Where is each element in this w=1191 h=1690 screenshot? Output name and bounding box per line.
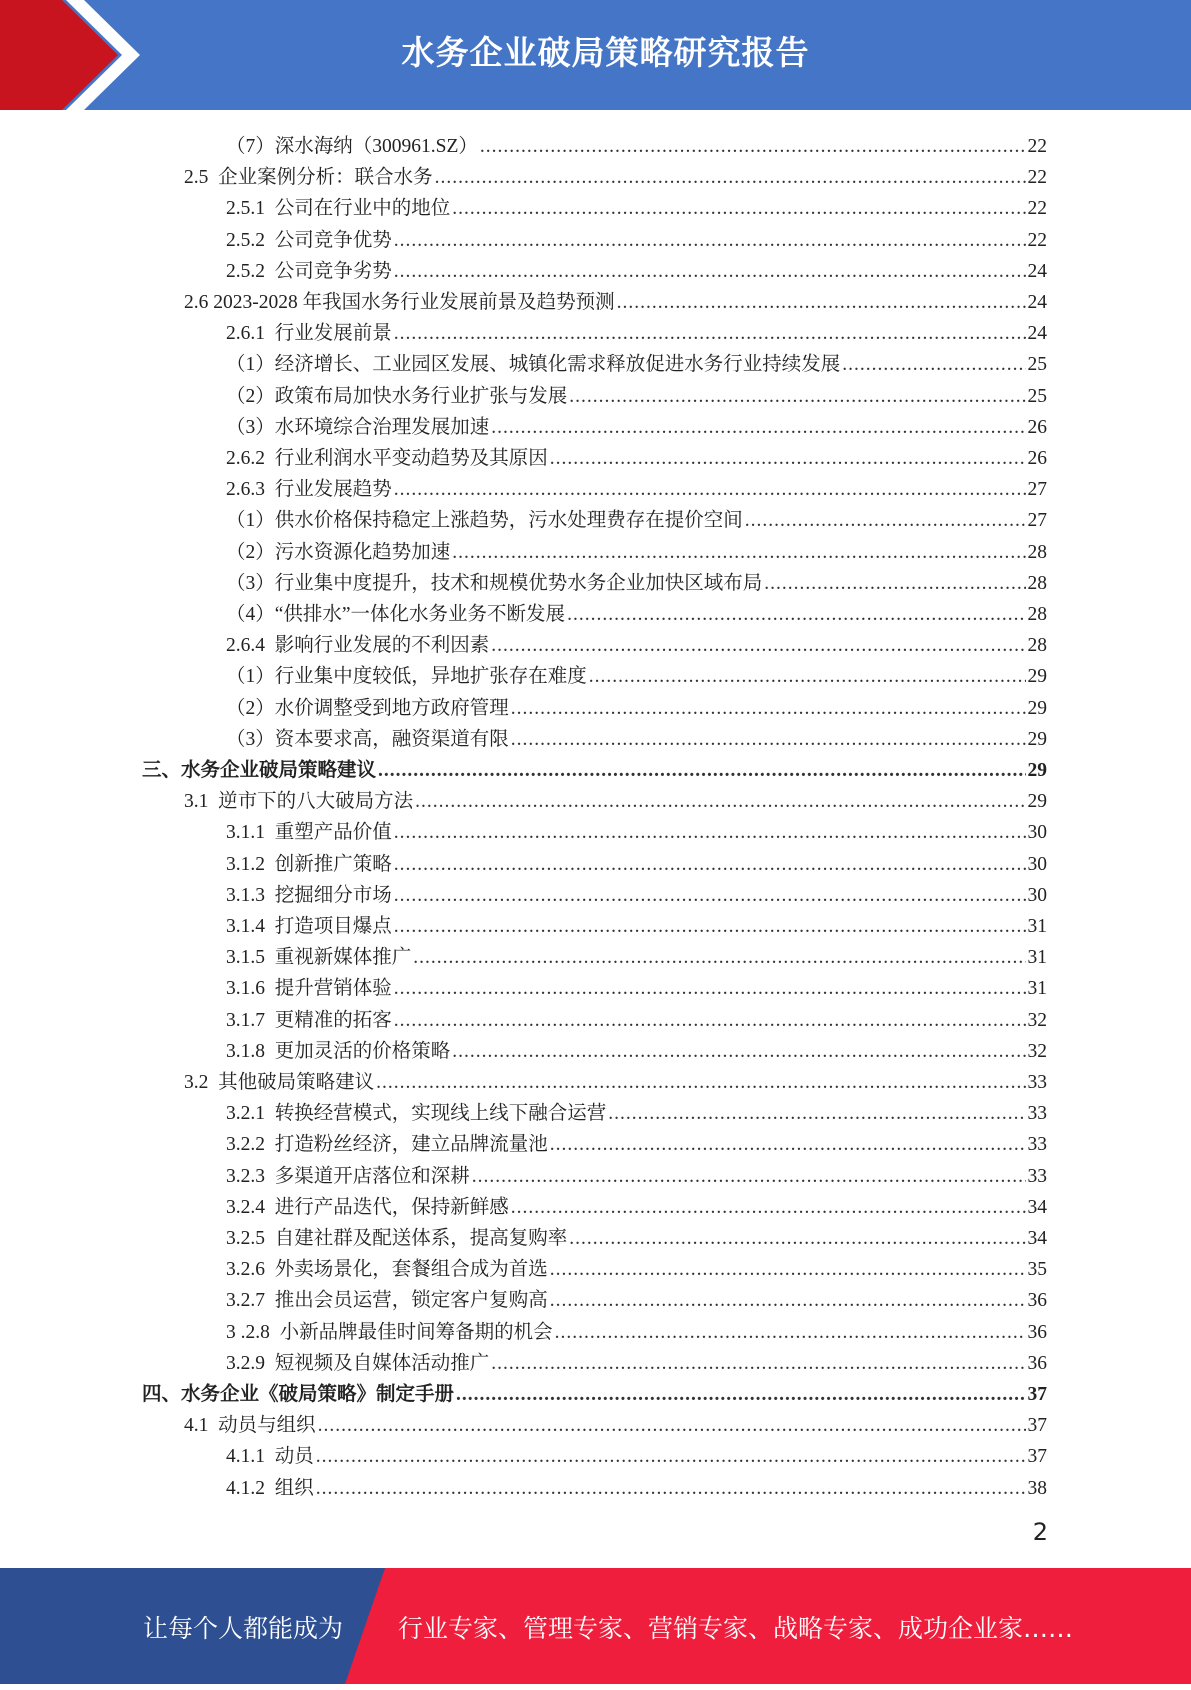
toc-dot-leader (394, 322, 1026, 346)
toc-entry-title: 3.2.6 外卖场景化，套餐组合成为首选 (226, 1259, 548, 1281)
toc-dot-leader (550, 447, 1026, 471)
toc-entry-title: （2）污水资源化趋势加速 (226, 541, 451, 563)
toc-entry-page: 30 (1027, 853, 1047, 875)
toc-dot-leader (316, 1477, 1026, 1501)
toc-entry-title: 3.1.7 更精准的拓客 (226, 1009, 392, 1031)
toc-dot-leader (745, 509, 1026, 533)
toc-dot-leader (394, 884, 1026, 908)
toc-entry[interactable] (226, 128, 1047, 159)
toc-entry[interactable] (226, 1189, 1047, 1220)
toc-entry-page: 22 (1027, 167, 1047, 189)
toc-entry-title: 2.6.2 行业利润水平变动趋势及其原因 (226, 448, 548, 469)
toc-entry[interactable] (226, 190, 1047, 221)
toc-entry-title: 3.2.9 短视频及自媒体活动推广 (226, 1352, 490, 1374)
toc-entry-title: 3.2 其他破局策略建议 (184, 1072, 375, 1093)
toc-entry[interactable] (226, 846, 1047, 877)
toc-entry-page: 33 (1027, 1072, 1047, 1093)
toc-dot-leader (491, 416, 1025, 440)
toc-dot-leader (452, 197, 1025, 221)
toc-dot-leader (569, 1227, 1025, 1251)
toc-dot-leader (394, 229, 1026, 253)
toc-entry-page: 24 (1027, 323, 1047, 345)
toc-dot-leader (413, 946, 1025, 970)
toc-entry-title: 3 .2.8 小新品牌最佳时间筹备期的机会 (226, 1321, 553, 1343)
toc-entry-page: 29 (1027, 697, 1047, 719)
toc-entry[interactable] (226, 315, 1047, 346)
toc-entry-page: 22 (1027, 198, 1047, 220)
toc-entry-page: 31 (1027, 978, 1047, 1000)
toc-entry-title: （3）行业集中度提升，技术和规模优势水务企业加快区域布局 (226, 572, 763, 594)
toc-entry-page: 29 (1027, 760, 1047, 781)
toc-entry[interactable] (226, 1345, 1047, 1376)
toc-entry[interactable] (226, 1438, 1047, 1469)
toc-entry-title: 2.5.2 公司竞争优势 (226, 229, 392, 251)
toc-entry-title: 3.1.6 提升营销体验 (226, 978, 392, 1000)
toc-entry-title: 4.1.2 组织 (226, 1477, 314, 1499)
toc-entry-page: 28 (1027, 604, 1047, 625)
toc-entry[interactable] (226, 378, 1047, 409)
toc-entry-page: 30 (1027, 884, 1047, 906)
toc-dot-leader (511, 1196, 1026, 1220)
toc-entry[interactable] (226, 877, 1047, 908)
toc-entry-title: （7）深水海纳（300961.SZ） (226, 136, 478, 157)
toc-entry-title: 2.6.3 行业发展趋势 (226, 479, 392, 501)
toc-entry-title: 3.2.3 多渠道开店落位和深耕 (226, 1165, 470, 1187)
document-title: 水务企业破局策略研究报告 (401, 33, 810, 72)
toc-entry-page: 28 (1027, 635, 1047, 657)
toc-entry-title: （2）水价调整受到地方政府管理 (226, 697, 509, 719)
toc-entry-page: 37 (1027, 1415, 1047, 1437)
toc-dot-leader (764, 572, 1025, 596)
toc-entry-page: 32 (1027, 1009, 1047, 1031)
toc-entry-title: 3.2.1 转换经营模式，实现线上线下融合运营 (226, 1103, 607, 1125)
toc-entry[interactable] (226, 471, 1047, 502)
toc-entry[interactable] (226, 1251, 1047, 1282)
toc-entry-page: 34 (1027, 1196, 1047, 1218)
toc-dot-leader (394, 915, 1026, 939)
toc-entry-page: 33 (1027, 1103, 1047, 1125)
toc-dot-leader (589, 665, 1026, 689)
toc-entry[interactable] (226, 409, 1047, 440)
toc-entry[interactable] (226, 658, 1047, 689)
toc-entry-page: 28 (1027, 572, 1047, 594)
toc-entry-title: （2）政策布局加快水务行业扩张与发展 (226, 385, 568, 407)
toc-entry-page: 25 (1027, 385, 1047, 407)
toc-entry[interactable] (226, 253, 1047, 284)
toc-entry-page: 26 (1027, 448, 1047, 469)
toc-entry-page: 33 (1027, 1165, 1047, 1187)
toc-entry[interactable] (184, 783, 1047, 814)
toc-dot-leader (415, 790, 1025, 814)
toc-entry[interactable] (226, 970, 1047, 1001)
toc-entry-title: 3.2.7 推出会员运营，锁定客户复购高 (226, 1290, 548, 1312)
toc-entry[interactable] (226, 1220, 1047, 1251)
toc-entry-page: 36 (1027, 1321, 1047, 1343)
toc-entry-page: 37 (1027, 1384, 1047, 1405)
toc-entry-title: 2.5.2 公司竞争劣势 (226, 260, 392, 282)
toc-entry-title: （3）资本要求高，融资渠道有限 (226, 728, 509, 750)
toc-entry-page: 38 (1027, 1477, 1047, 1499)
toc-entry[interactable] (226, 1002, 1047, 1033)
toc-dot-leader (550, 1258, 1026, 1282)
toc-entry-title: （3）水环境综合治理发展加速 (226, 416, 490, 438)
toc-entry[interactable] (226, 908, 1047, 939)
toc-dot-leader (394, 1009, 1026, 1033)
toc-entry[interactable] (184, 159, 1047, 190)
toc-dot-leader (378, 759, 1025, 783)
toc-dot-leader (511, 728, 1026, 752)
toc-dot-leader (394, 977, 1026, 1001)
toc-entry-page: 27 (1027, 479, 1047, 501)
toc-entry-title: 3.1.4 打造项目爆点 (226, 916, 392, 937)
toc-entry-page: 35 (1027, 1259, 1047, 1281)
toc-entry-page: 22 (1027, 136, 1047, 157)
toc-entry[interactable] (226, 534, 1047, 565)
toc-dot-leader (480, 135, 1026, 159)
toc-dot-leader (452, 541, 1025, 565)
toc-entry[interactable] (184, 1064, 1047, 1095)
toc-entry-title: 4.1.1 动员 (226, 1446, 314, 1468)
toc-entry-page: 28 (1027, 541, 1047, 563)
toc-entry[interactable] (226, 502, 1047, 533)
toc-entry-title: 3.1.3 挖掘细分市场 (226, 884, 392, 906)
page-footer (0, 1568, 1191, 1684)
footer-slogan-right: 行业专家、管理专家、营销专家、战略专家、成功企业家…… (398, 1614, 1074, 1643)
toc-entry-title: 4.1 动员与组织 (184, 1415, 316, 1437)
toc-entry-page: 29 (1027, 728, 1047, 750)
toc-entry-title: 3.2.4 进行产品迭代，保持新鲜感 (226, 1196, 509, 1218)
toc-entry[interactable] (226, 440, 1047, 471)
toc-entry-page: 36 (1027, 1352, 1047, 1374)
toc-entry-title: 3.2.5 自建社群及配送体系，提高复购率 (226, 1228, 568, 1249)
toc-dot-leader (472, 1165, 1026, 1189)
toc-entry-title: 3.1.8 更加灵活的价格策略 (226, 1040, 451, 1062)
toc-dot-leader (550, 1133, 1026, 1157)
toc-entry-title: 2.6 2023-2028 年我国水务行业发展前景及趋势预测 (184, 292, 615, 313)
toc-entry[interactable] (226, 1033, 1047, 1064)
toc-entry-page: 25 (1027, 354, 1047, 376)
toc-entry[interactable] (226, 721, 1047, 752)
footer-slogan-left: 让每个人都能成为 (143, 1614, 344, 1643)
toc-entry-title: （1）经济增长、工业园区发展、城镇化需求释放促进水务行业持续发展 (226, 354, 841, 376)
toc-entry[interactable] (226, 939, 1047, 970)
toc-entry[interactable] (184, 1407, 1047, 1438)
toc-entry-title: （4）“供排水”一体化水务业务不断发展 (226, 604, 566, 625)
toc-entry[interactable] (226, 1158, 1047, 1189)
toc-entry[interactable] (226, 1126, 1047, 1157)
toc-entry-page: 26 (1027, 416, 1047, 438)
toc-entry[interactable] (142, 1376, 1047, 1407)
page-number: 2 (1032, 1518, 1048, 1546)
toc-entry-title: 3.2.2 打造粉丝经济，建立品牌流量池 (226, 1134, 548, 1156)
toc-entry[interactable] (226, 1282, 1047, 1313)
toc-entry-page: 22 (1027, 229, 1047, 251)
toc-entry-title: （1）供水价格保持稳定上涨趋势，污水处理费存在提价空间 (226, 510, 743, 532)
toc-entry-page: 24 (1027, 292, 1047, 313)
toc-dot-leader (567, 603, 1025, 627)
toc-entry-page: 29 (1027, 791, 1047, 813)
toc-entry-title: 2.5.1 公司在行业中的地位 (226, 198, 451, 220)
toc-entry-page: 36 (1027, 1290, 1047, 1312)
toc-dot-leader (617, 291, 1026, 315)
toc-entry-page: 34 (1027, 1228, 1047, 1249)
toc-entry-title: 3.1.5 重视新媒体推广 (226, 947, 412, 969)
toc-entry[interactable] (226, 690, 1047, 721)
toc-entry-title: 四、水务企业《破局策略》制定手册 (142, 1384, 455, 1405)
toc-entry-title: （1）行业集中度较低，异地扩张存在难度 (226, 666, 587, 688)
toc-entry-page: 33 (1027, 1134, 1047, 1156)
toc-dot-leader (394, 853, 1026, 877)
toc-dot-leader (842, 353, 1025, 377)
toc-entry[interactable] (184, 284, 1047, 315)
toc-dot-leader (394, 260, 1026, 284)
toc-entry[interactable] (142, 752, 1047, 783)
toc-entry[interactable] (226, 346, 1047, 377)
toc-dot-leader (394, 821, 1026, 845)
toc-entry-page: 31 (1027, 916, 1047, 937)
toc-entry-title: 2.5 企业案例分析：联合水务 (184, 167, 433, 189)
toc-entry[interactable] (226, 565, 1047, 596)
toc-dot-leader (608, 1102, 1025, 1126)
toc-entry-title: 3.1 逆市下的八大破局方法 (184, 791, 414, 813)
toc-entry-page: 32 (1027, 1040, 1047, 1062)
toc-dot-leader (456, 1383, 1025, 1407)
toc-dot-leader (452, 1040, 1025, 1064)
toc-entry[interactable] (226, 1470, 1047, 1501)
toc-entry[interactable] (226, 627, 1047, 658)
toc-dot-leader (491, 1352, 1025, 1376)
toc-entry-title: 3.1.1 重塑产品价值 (226, 822, 392, 844)
toc-entry-title: 2.6.1 行业发展前景 (226, 323, 392, 345)
page-header (0, 0, 1191, 110)
toc-entry[interactable] (226, 1314, 1047, 1345)
toc-entry-title: 2.6.4 影响行业发展的不利因素 (226, 635, 490, 657)
toc-dot-leader (569, 385, 1025, 409)
toc-entry-title: 3.1.2 创新推广策略 (226, 853, 392, 875)
toc-entry[interactable] (226, 596, 1047, 627)
toc-dot-leader (318, 1414, 1026, 1438)
toc-entry[interactable] (226, 1095, 1047, 1126)
toc-dot-leader (511, 697, 1026, 721)
toc-dot-leader (435, 166, 1026, 190)
toc-entry-page: 24 (1027, 260, 1047, 282)
toc-entry-title: 三、水务企业破局策略建议 (142, 760, 377, 781)
toc-dot-leader (491, 634, 1025, 658)
toc-entry-page: 31 (1027, 947, 1047, 969)
toc-entry-page: 27 (1027, 510, 1047, 532)
toc-dot-leader (316, 1445, 1026, 1469)
toc-entry-page: 37 (1027, 1446, 1047, 1468)
toc-dot-leader (550, 1289, 1026, 1313)
toc-entry[interactable] (226, 222, 1047, 253)
toc-entry[interactable] (226, 814, 1047, 845)
toc-dot-leader (555, 1321, 1026, 1345)
toc-entry-page: 30 (1027, 822, 1047, 844)
toc-entry-page: 29 (1027, 666, 1047, 688)
toc-dot-leader (394, 478, 1026, 502)
toc-dot-leader (376, 1071, 1025, 1095)
